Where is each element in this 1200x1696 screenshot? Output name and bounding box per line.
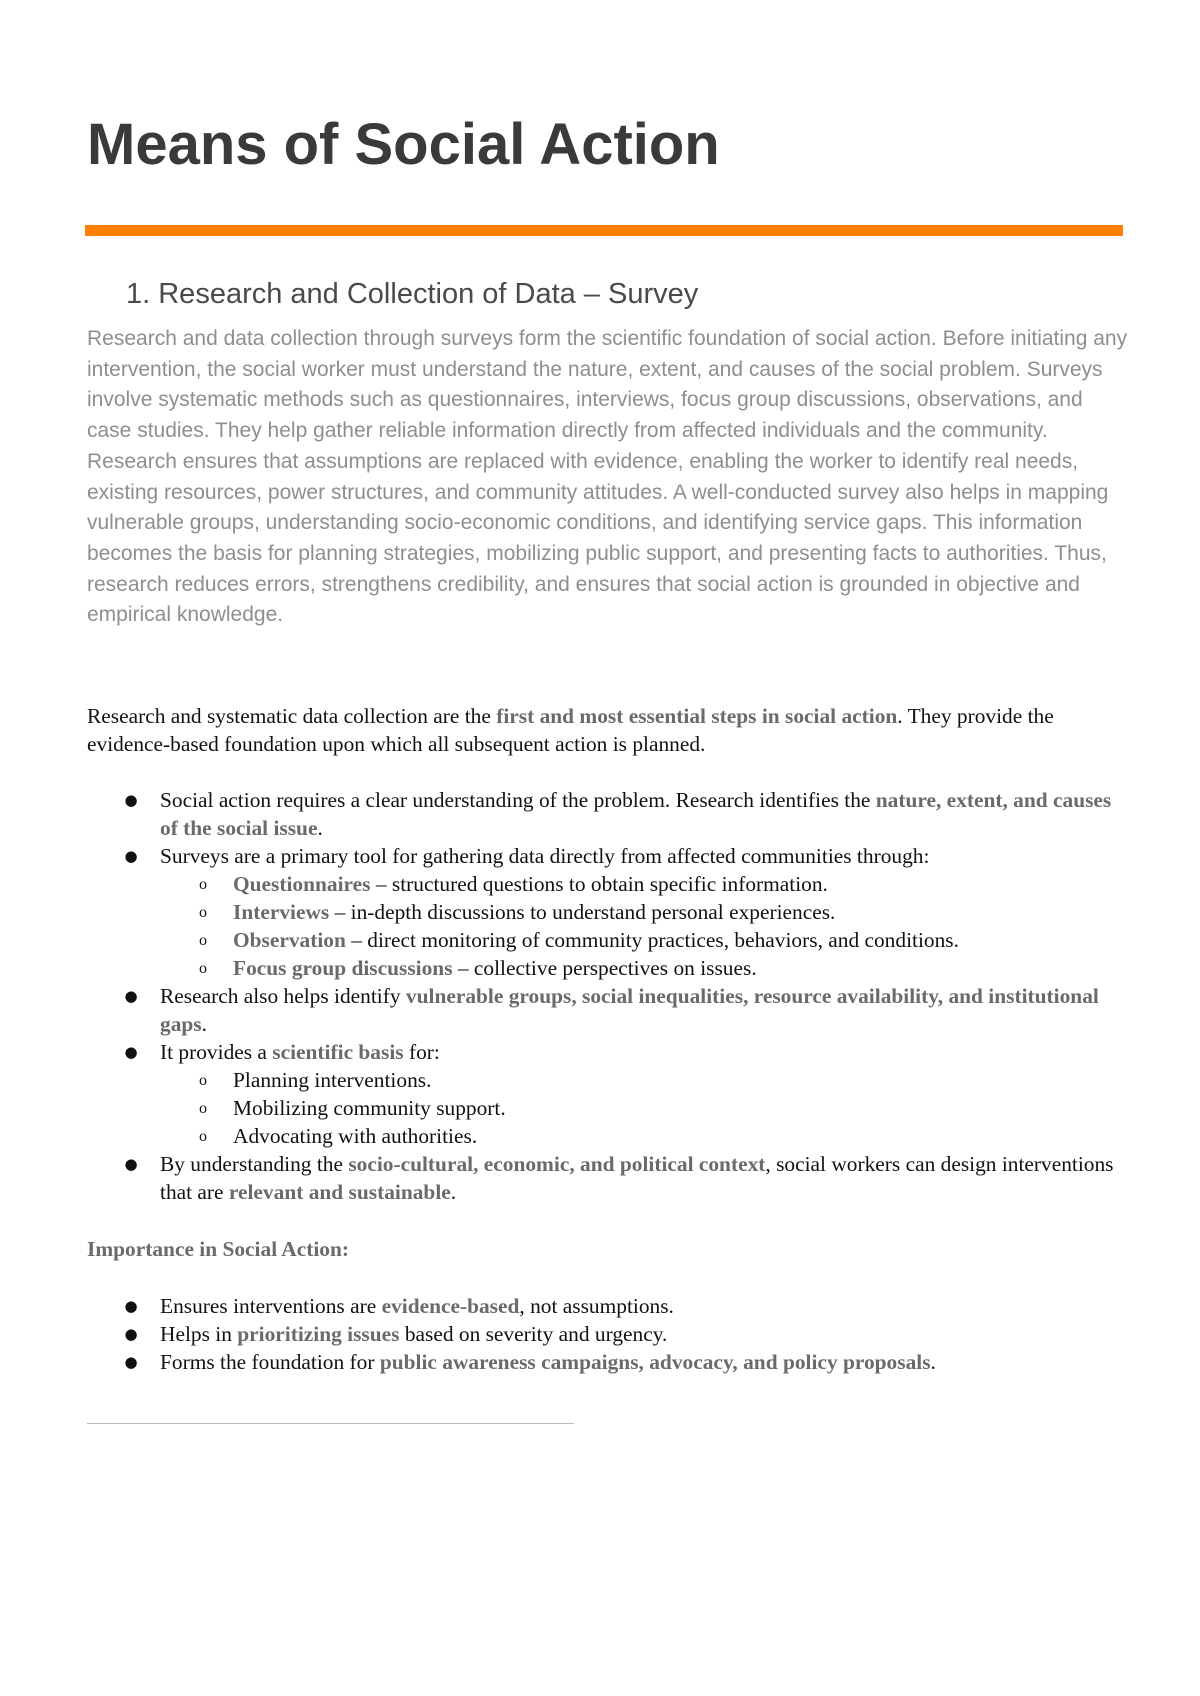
sub-list-item: o Mobilizing community support. (160, 1094, 1127, 1122)
bullet-icon: ● (124, 1297, 138, 1315)
circle-bullet-icon: o (199, 1072, 207, 1089)
list-item: ● Social action requires a clear understanding of the problem. Research identifies the nature, extent, and causes of the social issue. (124, 788, 1112, 840)
bullet-icon: ● (124, 1325, 138, 1343)
page-title: Means of Social Action (87, 112, 720, 177)
survey-methods-list (160, 870, 1127, 982)
circle-bullet-icon: o (199, 1128, 207, 1145)
lead-highlight: first and most essential steps in social action (496, 704, 898, 728)
circle-bullet-icon: o (199, 904, 207, 921)
circle-bullet-icon: o (199, 932, 207, 949)
bullet-icon: ● (124, 791, 138, 809)
section-heading: 1. Research and Collection of Data – Survey (126, 278, 699, 310)
key-points-list (87, 786, 1127, 1206)
sub-list-item: o Interviews – in-depth discussions to understand personal experiences. (160, 898, 1127, 926)
sub-list-item: o Advocating with authorities. (160, 1122, 1127, 1150)
circle-bullet-icon: o (199, 1100, 207, 1117)
point-highlight: public awareness campaigns, advocacy, and policy proposals (379, 1350, 931, 1374)
list-item: ● It provides a scientific basis for: o Planning interventions. o Mobilizing community support. o Advocating with authorities. (87, 1038, 1127, 1150)
bullet-icon: ● (124, 847, 138, 865)
lead-text: Research and systematic data collection are the (87, 704, 497, 728)
list-item: ● By understanding the socio-cultural, economic, and political context, social workers can design interventions that are relevant and sustainable. (124, 1152, 1114, 1204)
bullet-icon: ● (124, 1043, 138, 1061)
footnote-separator (87, 1423, 574, 1424)
lead-text-end: . They provide the evidence-based foundation upon which all subsequent action is planned. (87, 704, 1054, 756)
sub-list-item: o Focus group discussions – collective perspectives on issues. (160, 954, 1127, 982)
bullet-icon: ● (124, 987, 138, 1005)
scientific-basis-list (160, 1066, 1127, 1150)
point-highlight: socio-cultural, economic, and political context (348, 1152, 766, 1176)
point-highlight: scientific basis (272, 1040, 404, 1064)
accent-divider (85, 225, 1123, 236)
circle-bullet-icon: o (199, 876, 207, 893)
sub-list-item: o Observation – direct monitoring of community practices, behaviors, and conditions. (160, 926, 1127, 954)
bullet-icon: ● (124, 1155, 138, 1173)
method-term: Interviews (233, 900, 330, 924)
point-highlight: evidence-based (381, 1294, 520, 1318)
method-term: Focus group discussions (233, 956, 453, 980)
list-item: ● Surveys are a primary tool for gathering data directly from affected communities through: o Questionnaires – structured questions to obtain specific information. o Interviews – in-depth discussions to understand personal experiences. o Observation – direct monitoring of community practices, behaviors, and conditions. o Focus group discussions – collective perspectives on issues. (87, 842, 1127, 982)
point-highlight: nature, extent, and causes of the social issue (160, 788, 1112, 840)
list-item: ● Ensures interventions are evidence-based, not assumptions. (124, 1294, 674, 1318)
point-highlight: relevant and sustainable (228, 1180, 451, 1204)
list-item: ● Research also helps identify vulnerable groups, social inequalities, resource availability, and institutional gaps. (124, 984, 1099, 1036)
method-term: Questionnaires (233, 872, 371, 896)
point-highlight: prioritizing issues (237, 1322, 400, 1346)
circle-bullet-icon: o (199, 960, 207, 977)
lead-paragraph (87, 702, 1127, 758)
bullet-icon: ● (124, 1353, 138, 1371)
importance-list (87, 1292, 1127, 1376)
importance-heading: Importance in Social Action: (87, 1237, 350, 1261)
list-item: ● Forms the foundation for public awareness campaigns, advocacy, and policy proposals. (124, 1350, 936, 1374)
section-intro-paragraph: Research and data collection through surveys form the scientific foundation of social action. Before initiating any intervention, the social worker must understand the nature, extent, and causes of the social problem. Surveys involve systematic methods such as questionnaires, interviews, focus group discussions, observations, and case studies. They help gather reliable information directly from affected individuals and the community. Research ensures that assumptions are replaced with evidence, enabling the worker to identify real needs, existing resources, power structures, and community attitudes. A well-conducted survey also helps in mapping vulnerable groups, understanding socio-economic conditions, and identifying service gaps. This information becomes the basis for planning strategies, mobilizing public support, and presenting facts to authorities. Thus, research reduces errors, strengthens credibility, and ensures that social action is grounded in objective and empirical knowledge. (87, 327, 1128, 627)
method-term: Observation (233, 928, 346, 952)
sub-list-item: o Questionnaires – structured questions to obtain specific information. (160, 870, 1127, 898)
point-highlight: vulnerable groups, social inequalities, resource availability, and institutional gaps (160, 984, 1099, 1036)
list-item: ● Helps in prioritizing issues based on severity and urgency. (124, 1322, 668, 1346)
sub-list-item: o Planning interventions. (160, 1066, 1127, 1094)
